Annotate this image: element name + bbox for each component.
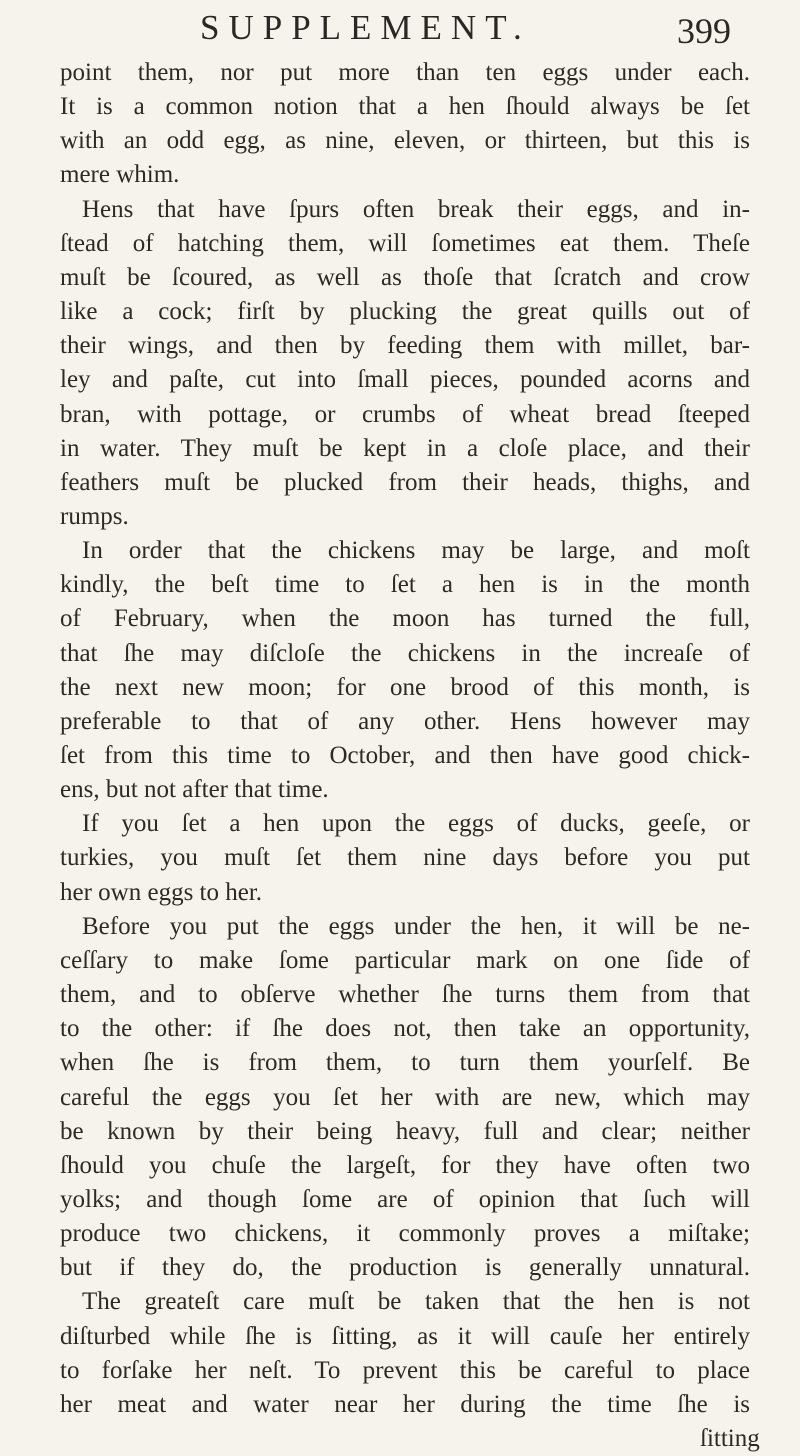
- text-line: be known by their being heavy, full and clear; neither: [60, 1118, 750, 1145]
- text-line: The greateſt care muſt be taken that the hen is not: [82, 1288, 750, 1315]
- text-line: muſt be ſcoured, as well as thoſe that ſcratch and crow: [60, 264, 750, 291]
- text-line: ens, but not after that time.: [60, 776, 329, 803]
- text-line: ceſſary to make ſome particular mark on one ſide of: [60, 947, 750, 974]
- text-line: feathers muſt be plucked from their heads, thighs, and: [60, 469, 750, 496]
- text-line: her meat and water near her during the time ſhe is: [60, 1391, 750, 1418]
- text-line: the next new moon; for one brood of this month, is: [60, 674, 750, 701]
- page-number: 399: [677, 11, 731, 51]
- text-line: in water. They muſt be kept in a cloſe place, and their: [60, 435, 750, 462]
- text-line: diſturbed while ſhe is ſitting, as it will cauſe her entirely: [60, 1323, 750, 1350]
- text-line: to the other: if ſhe does not, then take an opportunity,: [60, 1015, 750, 1042]
- text-line: mere whim.: [60, 161, 180, 188]
- text-line: ſhould you chuſe the largeſt, for they have often two: [60, 1152, 750, 1179]
- text-line: turkies, you muſt ſet them nine days before you put: [60, 844, 750, 871]
- text-line: preferable to that of any other. Hens however may: [60, 708, 750, 735]
- text-line: point them, nor put more than ten eggs under each.: [60, 59, 750, 86]
- text-line: In order that the chickens may be large, and moſt: [82, 537, 750, 564]
- text-line: ſet from this time to October, and then have good chick-: [60, 742, 750, 769]
- text-line: that ſhe may diſcloſe the chickens in the increaſe of: [60, 640, 750, 667]
- text-line: her own eggs to her.: [60, 879, 263, 906]
- text-line: with an odd egg, as nine, eleven, or thirteen, but this is: [60, 127, 750, 154]
- text-line: Before you put the eggs under the hen, it will be ne-: [82, 913, 750, 940]
- text-line: but if they do, the production is generally unnatural.: [60, 1254, 750, 1281]
- text-line: them, and to obſerve whether ſhe turns them from that: [60, 981, 750, 1008]
- text-line: careful the eggs you ſet her with are new, which may: [60, 1084, 750, 1111]
- text-line: produce two chickens, it commonly proves a miſtake;: [60, 1220, 750, 1247]
- running-head: SUPPLEMENT.: [200, 8, 531, 47]
- text-line: ſtead of hatching them, will ſometimes eat them. Theſe: [60, 230, 750, 257]
- text-line: Hens that have ſpurs often break their eggs, and in-: [82, 196, 750, 223]
- text-line: It is a common notion that a hen ſhould always be ſet: [60, 93, 750, 120]
- text-line: to forſake her neſt. To prevent this be careful to place: [60, 1357, 750, 1384]
- text-line: when ſhe is from them, to turn them yourſelf. Be: [60, 1049, 750, 1076]
- text-line: their wings, and then by feeding them with millet, bar-: [60, 332, 750, 359]
- text-line: of February, when the moon has turned the full,: [60, 605, 750, 632]
- text-line: ley and paſte, cut into ſmall pieces, pounded acorns and: [60, 366, 750, 393]
- text-line: If you ſet a hen upon the eggs of ducks, geeſe, or: [82, 810, 750, 837]
- text-line: kindly, the beſt time to ſet a hen is in the month: [60, 571, 750, 598]
- text-line: bran, with pottage, or crumbs of wheat bread ſteeped: [60, 401, 750, 428]
- text-line: yolks; and though ſome are of opinion that ſuch will: [60, 1186, 750, 1213]
- text-line: rumps.: [60, 503, 129, 530]
- catchword: ſitting: [700, 1425, 760, 1452]
- text-line: like a cock; firſt by plucking the great quills out of: [60, 298, 750, 325]
